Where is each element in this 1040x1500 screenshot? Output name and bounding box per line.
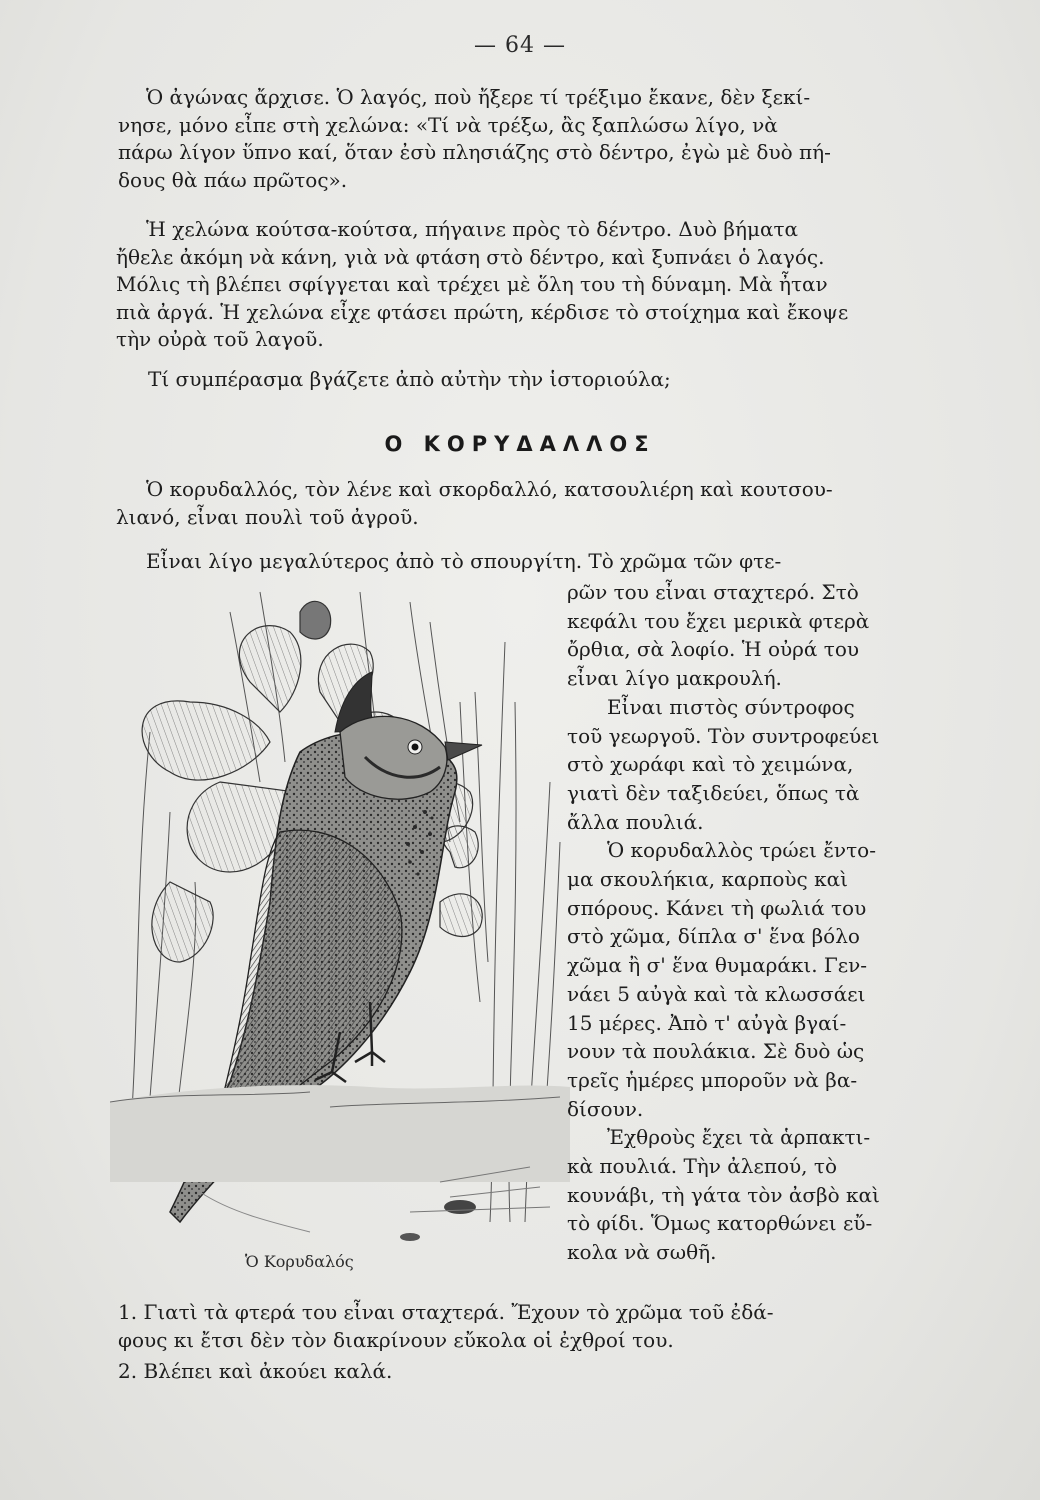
text-line: Τί συμπέρασμα βγάζετε ἀπὸ αὐτὴν τὴν ἱστοριούλα; [148, 367, 671, 391]
note-line: φους κι ἔτσι δὲν τὸν διακρίνουν εὔκολα οἱ ἐχθροί του. [118, 1328, 674, 1352]
column-line: σπόρους. Κάνει τὴ φωλιά του [567, 895, 867, 920]
text-line: Ἡ χελώνα κούτσα-κούτσα, πήγαινε πρὸς τὸ δέντρο. Δυὸ βήματα [146, 217, 799, 241]
lark-engraving [110, 582, 570, 1242]
column-line: ἄλλα πουλιά. [567, 809, 704, 834]
column-line: κολα νὰ σωθῆ. [567, 1240, 717, 1265]
column-line: Ἐχθροὺς ἔχει τὰ ἁρπακτι- [607, 1125, 871, 1150]
text-line: δους θὰ πάω πρῶτος». [118, 167, 348, 192]
note-1 [118, 1298, 958, 1354]
column-line: Ὁ κορυδαλλὸς τρώει ἔντο- [607, 838, 876, 863]
column-line: γιατὶ δὲν ταξιδεύει, ὅπως τὰ [567, 780, 860, 805]
text-line: νησε, μόνο εἶπε στὴ χελώνα: «Τί νὰ τρέξω, ἂς ξαπλώσω λίγο, νὰ [118, 112, 778, 137]
text-line: λιανό, εἶναι πουλὶ τοῦ ἀγροῦ. [116, 504, 419, 529]
column-line: νάει 5 αὐγὰ καὶ τὰ κλωσσάει [567, 981, 866, 1006]
text-line: Μόλις τὴ βλέπει σφίγγεται καὶ τρέχει μὲ ὅλη του τὴ δύναμη. Μὰ ἦταν [116, 272, 828, 296]
tortoise-paragraph [116, 216, 962, 354]
text-line: τὴν οὐρὰ τοῦ λαγοῦ. [116, 327, 324, 351]
text-line: Ὁ κορυδαλλός, τὸν λένε καὶ σκορδαλλό, κατσουλιέρη καὶ κουτσου- [146, 477, 833, 501]
section-title: Ο ΚΟΡΥΔΑΛΛΟΣ [384, 432, 656, 456]
page-number: — 64 — [474, 33, 566, 58]
column-line: τρεῖς ἡμέρες μποροῦν νὰ βα- [567, 1067, 858, 1092]
lark-size-line [146, 548, 962, 576]
note-line: 2. Βλέπει καὶ ἀκούει καλά. [118, 1359, 393, 1383]
column-line: στὸ χῶμα, δίπλα σ' ἕνα βόλο [567, 924, 860, 949]
column-line: χῶμα ἢ σ' ἕνα θυμαράκι. Γεν- [567, 953, 868, 978]
column-line: δίσουν. [567, 1096, 644, 1121]
column-line: τὸ φίδι. Ὅμως κατορθώνει εὔ- [567, 1211, 873, 1236]
text-line: πάρω λίγον ὕπνο καί, ὅταν ἐσὺ πλησιάζης στὸ δέντρο, ἐγὼ μὲ δυὸ πή- [118, 140, 831, 164]
text-line: ἤθελε ἀκόμη νὰ κάνη, γιὰ νὰ φτάση στὸ δέντρο, καὶ ξυπνάει ὁ λαγός. [116, 244, 825, 269]
lark-illustration [110, 582, 570, 1242]
column-line: κουνάβι, τὴ γάτα τὸν ἀσβὸ καὶ [567, 1182, 880, 1207]
intro-paragraph [118, 84, 960, 194]
column-line: νουν τὰ πουλάκια. Σὲ δυὸ ὡς [567, 1039, 865, 1064]
right-column-text [567, 578, 959, 1267]
column-line: μα σκουλήκια, καρποὺς καὶ [567, 867, 848, 892]
note-line: 1. Γιατὶ τὰ φτερά του εἶναι σταχτερά. Ἔχουν τὸ χρῶμα τοῦ ἐδά- [118, 1300, 774, 1324]
text-line: Εἶναι λίγο μεγαλύτερος ἀπὸ τὸ σπουργίτη. Τὸ χρῶμα τῶν φτε- [146, 549, 782, 573]
column-line: 15 μέρες. Ἀπὸ τ' αὐγὰ βγαί- [567, 1010, 847, 1035]
column-line: κὰ πουλιά. Τὴν ἀλεπού, τὸ [567, 1154, 837, 1179]
column-line: κεφάλι του ἔχει μερικὰ φτερὰ [567, 608, 870, 633]
text-line: πιὰ ἀργά. Ἡ χελώνα εἶχε φτάσει πρώτη, κέρδισε τὸ στοίχημα καὶ ἔκοψε [116, 299, 849, 324]
column-line: ὄρθια, σὰ λοφίο. Ἡ οὐρά του [567, 637, 860, 662]
column-line: ρῶν του εἶναι σταχτερό. Στὸ [567, 580, 859, 604]
question-line [148, 366, 948, 394]
column-line: στὸ χωράφι καὶ τὸ χειμώνα, [567, 752, 854, 777]
column-line: Εἶναι πιστὸς σύντροφος [607, 694, 855, 719]
column-line: εἶναι λίγο μακρουλή. [567, 666, 782, 691]
text-line: Ὁ ἀγώνας ἄρχισε. Ὁ λαγός, ποὺ ἤξερε τί τρέξιμο ἔκανε, δὲν ξεκί- [146, 85, 811, 109]
note-2 [118, 1357, 958, 1385]
column-line: τοῦ γεωργοῦ. Τὸν συντροφεύει [567, 723, 880, 748]
lark-intro-paragraph [116, 476, 962, 531]
figure-caption: Ὁ Κορυδαλός [245, 1252, 354, 1271]
